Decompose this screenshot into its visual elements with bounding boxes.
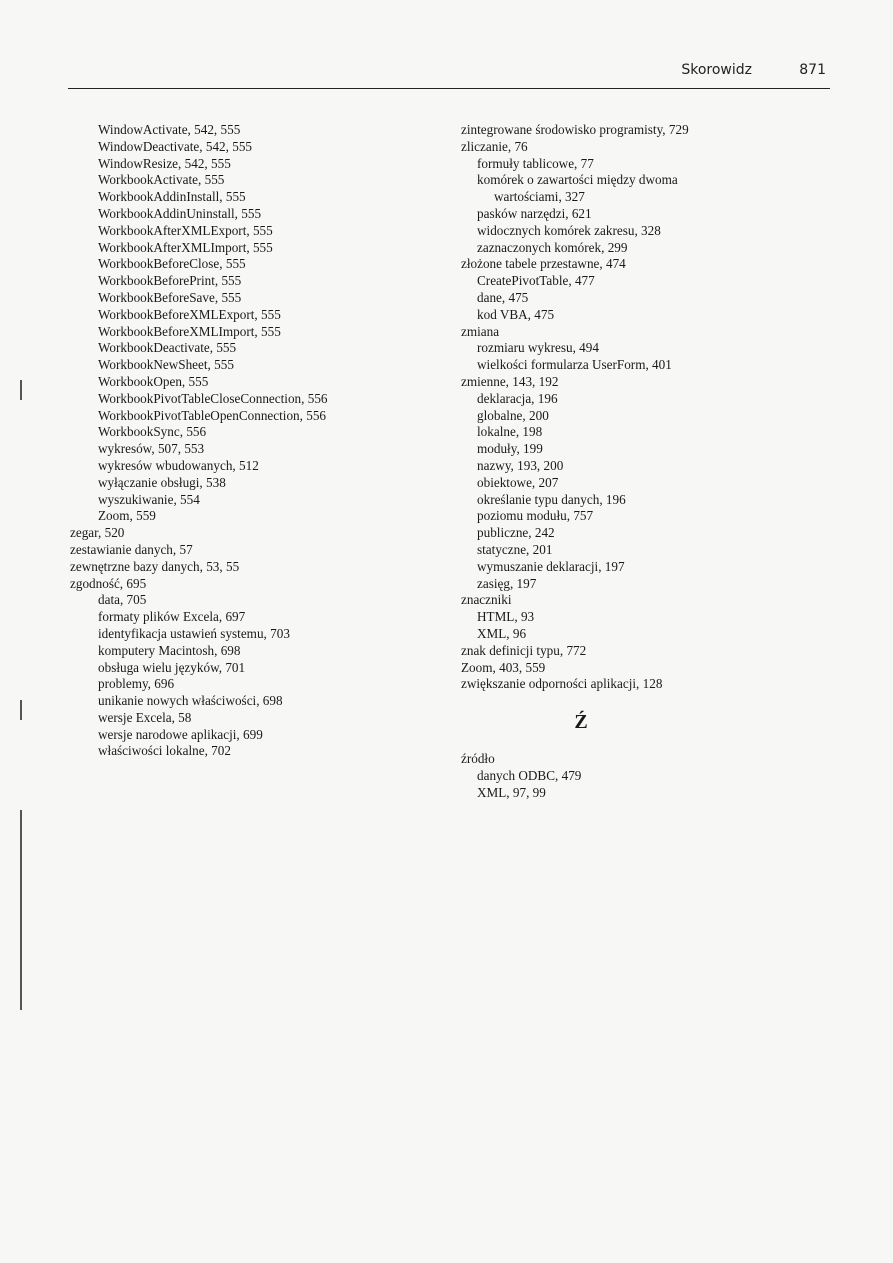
index-entry: WorkbookDeactivate, 555 xyxy=(98,340,237,356)
running-title: Skorowidz xyxy=(681,62,752,78)
index-entry: pasków narzędzi, 621 xyxy=(477,205,592,221)
index-entry: określanie typu danych, 196 xyxy=(477,491,626,507)
index-entry: wartościami, 327 xyxy=(494,189,585,205)
index-entry: formaty plików Excela, 697 xyxy=(98,609,246,625)
index-entry: wyłączanie obsługi, 538 xyxy=(98,474,226,490)
index-entry: zaznaczonych komórek, 299 xyxy=(477,239,628,255)
index-entry: obsługa wielu języków, 701 xyxy=(98,659,246,675)
index-entry: unikanie nowych właściwości, 698 xyxy=(98,693,283,709)
index-entry: WorkbookBeforeXMLImport, 555 xyxy=(98,323,281,339)
index-entry: obiektowe, 207 xyxy=(477,474,559,490)
index-entry: poziomu modułu, 757 xyxy=(477,508,594,524)
index-entry: kod VBA, 475 xyxy=(477,306,555,322)
index-entry: wielkości formularza UserForm, 401 xyxy=(477,357,672,373)
letter-heading: Ź xyxy=(574,711,588,734)
page-number: 871 xyxy=(799,62,826,78)
index-entry: WorkbookBeforePrint, 555 xyxy=(98,273,242,289)
index-entry: formuły tablicowe, 77 xyxy=(477,155,594,171)
index-column-right xyxy=(461,122,821,801)
index-entry: lokalne, 198 xyxy=(477,424,543,440)
index-entry: zgodność, 695 xyxy=(70,575,147,591)
index-entry: wyszukiwanie, 554 xyxy=(98,491,200,507)
index-entry: WindowDeactivate, 542, 555 xyxy=(98,138,253,154)
index-entry: CreatePivotTable, 477 xyxy=(477,273,595,289)
index-entry: komórek o zawartości między dwoma xyxy=(477,172,678,188)
index-entry: zliczanie, 76 xyxy=(461,138,528,154)
index-entry: wersje narodowe aplikacji, 699 xyxy=(98,726,263,742)
index-entry: zewnętrzne bazy danych, 53, 55 xyxy=(70,558,240,574)
index-entry: Zoom, 403, 559 xyxy=(461,659,546,675)
index-entry: zasięg, 197 xyxy=(477,575,537,591)
index-entry: rozmiaru wykresu, 494 xyxy=(477,340,599,356)
index-entry: WorkbookPivotTableOpenConnection, 556 xyxy=(98,407,327,423)
index-entry: zestawianie danych, 57 xyxy=(70,541,193,557)
index-entry: deklaracja, 196 xyxy=(477,390,558,406)
index-entry: HTML, 93 xyxy=(477,609,535,625)
margin-mark xyxy=(20,810,22,1010)
index-entry: WorkbookAfterXMLImport, 555 xyxy=(98,239,273,255)
index-entry: zwiększanie odporności aplikacji, 128 xyxy=(461,676,663,692)
index-entry: WorkbookNewSheet, 555 xyxy=(98,357,234,373)
index-entry: WindowResize, 542, 555 xyxy=(98,155,231,171)
index-entry: statyczne, 201 xyxy=(477,541,553,557)
index-entry: wersje Excela, 58 xyxy=(98,709,192,725)
index-entry: zintegrowane środowisko programisty, 729 xyxy=(461,122,689,137)
index-entry: WorkbookBeforeXMLExport, 555 xyxy=(98,306,281,322)
index-entry: WorkbookOpen, 555 xyxy=(98,373,209,389)
index-entry: widocznych komórek zakresu, 328 xyxy=(477,222,661,238)
index-entry: WorkbookSync, 556 xyxy=(98,424,207,440)
index-entry: wykresów wbudowanych, 512 xyxy=(98,457,259,473)
index-entry: WorkbookBeforeClose, 555 xyxy=(98,256,246,272)
index-entry: WorkbookAddinUninstall, 555 xyxy=(98,205,262,221)
index-entry: komputery Macintosh, 698 xyxy=(98,642,241,658)
margin-mark xyxy=(20,380,22,400)
index-entry: właściwości lokalne, 702 xyxy=(98,743,231,759)
index-entry: WorkbookPivotTableCloseConnection, 556 xyxy=(98,390,328,406)
index-column-left xyxy=(70,122,450,760)
index-entry: WorkbookBeforeSave, 555 xyxy=(98,289,242,305)
index-entry: zmiana xyxy=(461,323,500,339)
index-entry: znaczniki xyxy=(461,592,512,608)
index-entry: moduły, 199 xyxy=(477,441,543,457)
index-entry: XML, 96 xyxy=(477,625,527,641)
index-entry: WorkbookAfterXMLExport, 555 xyxy=(98,222,273,238)
index-entry: nazwy, 193, 200 xyxy=(477,457,564,473)
index-entry: globalne, 200 xyxy=(477,407,549,423)
index-entry: źródło xyxy=(461,751,495,767)
index-entry: problemy, 696 xyxy=(98,676,175,692)
index-entry: identyfikacja ustawień systemu, 703 xyxy=(98,625,290,641)
index-entry: wymuszanie deklaracji, 197 xyxy=(477,558,625,574)
index-entry: zmienne, 143, 192 xyxy=(461,373,559,389)
index-entry: złożone tabele przestawne, 474 xyxy=(461,256,626,272)
index-entry: WorkbookAddinInstall, 555 xyxy=(98,189,246,205)
index-entry: Zoom, 559 xyxy=(98,508,156,524)
index-entry: danych ODBC, 479 xyxy=(477,767,582,783)
index-entry: znak definicji typu, 772 xyxy=(461,642,587,658)
index-entry: zegar, 520 xyxy=(70,525,125,541)
index-entry: XML, 97, 99 xyxy=(477,784,546,800)
index-entry: wykresów, 507, 553 xyxy=(98,441,205,457)
index-entry: WindowActivate, 542, 555 xyxy=(98,122,241,137)
index-entry: data, 705 xyxy=(98,592,147,608)
index-entry: publiczne, 242 xyxy=(477,525,555,541)
page-header xyxy=(68,58,830,89)
index-entry: dane, 475 xyxy=(477,289,529,305)
margin-mark xyxy=(20,700,22,720)
index-entry: WorkbookActivate, 555 xyxy=(98,172,225,188)
